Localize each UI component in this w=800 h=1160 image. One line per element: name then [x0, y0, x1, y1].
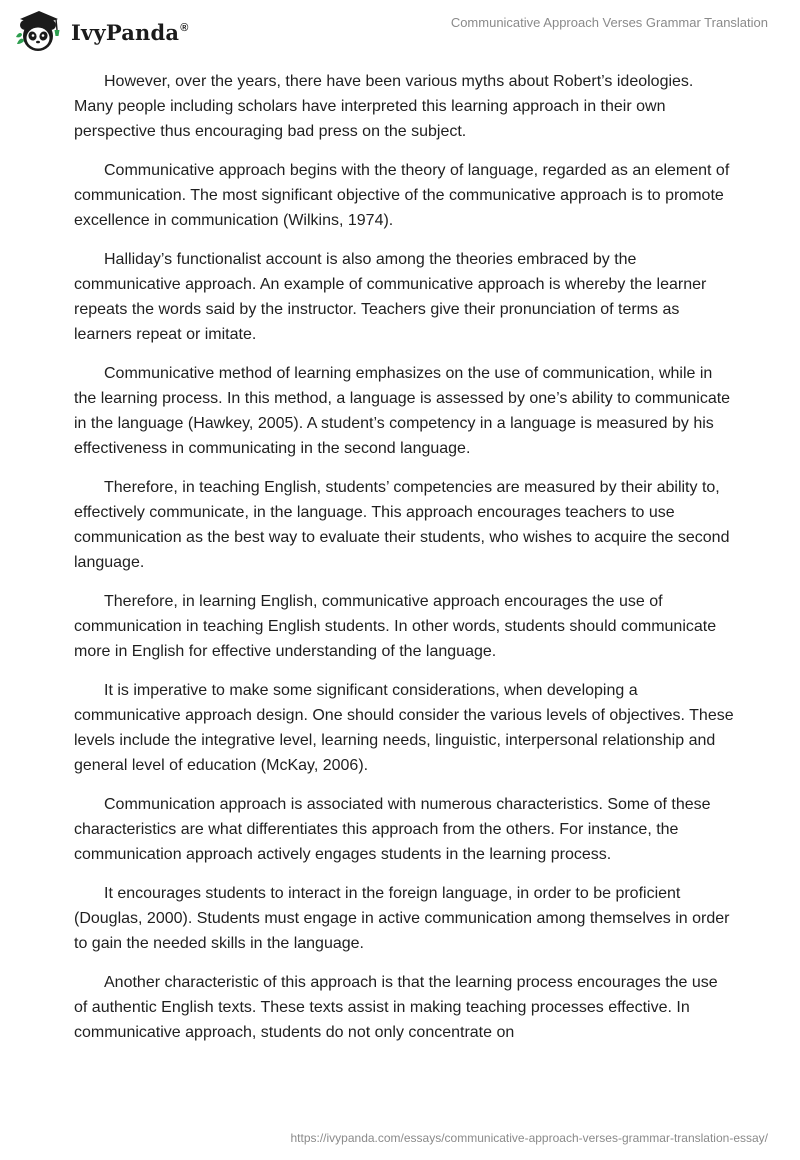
paragraph: Therefore, in teaching English, students’ competencies are measured by their ability to, effectively communicate, in the language. This approach encourages teachers to use communication as the best way to evaluate their students, who wishes to acquire the second language. — [74, 479, 730, 571]
essay-body — [74, 69, 734, 1059]
page-header — [0, 0, 800, 60]
paragraph: Therefore, in learning English, communicative approach encourages the use of communication in teaching English students. In other words, students should communicate more in English for effective understanding of the language. — [74, 593, 717, 660]
source-url-link[interactable]: https://ivypanda.com/essays/communicative-approach-verses-grammar-translation-essay/ — [290, 1131, 768, 1145]
paragraph: However, over the years, there have been various myths about Robert’s ideologies. Many people including scholars have interpreted this learning approach in their own perspective thus encouraging bad press on the subject. — [74, 73, 694, 140]
paragraph: Communicative approach begins with the theory of language, regarded as an element of communication. The most significant objective of the communicative approach is to promote excellence in communication (Wilkins, 1974). — [74, 162, 730, 229]
paragraph: It is imperative to make some significant considerations, when developing a communicative approach design. One should consider the various levels of objectives. These levels include the integrative level, learning needs, linguistic, interpersonal relationship and general level of education (McKay, 2006). — [74, 682, 734, 774]
paragraph: Communicative method of learning emphasizes on the use of communication, while in the learning process. In this method, a language is assessed by one’s ability to communicate in the language (Hawkey, 2005). A student’s competency in a language is measured by his effectiveness in communicating in the second language. — [74, 365, 731, 457]
paragraph: Halliday’s functionalist account is also among the theories embraced by the communicative approach. An example of communicative approach is whereby the learner repeats the words said by the instructor. Teachers give their pronunciation of terms as learners repeat or imitate. — [74, 251, 707, 343]
registered-mark: ® — [180, 21, 189, 34]
paragraph: It encourages students to interact in the foreign language, in order to be proficient (Douglas, 2000). Students must engage in active communication among themselves in order to gain the needed skills in the language. — [74, 885, 730, 952]
paragraph: Another characteristic of this approach is that the learning process encourages the use of authentic English texts. These texts assist in making teaching processes effective. In communicative approach, students do not only concentrate on — [74, 974, 718, 1041]
panda-graduate-icon — [14, 8, 64, 54]
logo-text: IvyPanda® — [71, 19, 189, 45]
document-title: Communicative Approach Verses Grammar Translation — [450, 15, 768, 30]
ivypanda-logo[interactable] — [14, 7, 189, 55]
paragraph: Communication approach is associated with numerous characteristics. Some of these characteristics are what differentiates this approach from the others. For instance, the communication approach actively engages students in the learning process. — [74, 796, 711, 863]
